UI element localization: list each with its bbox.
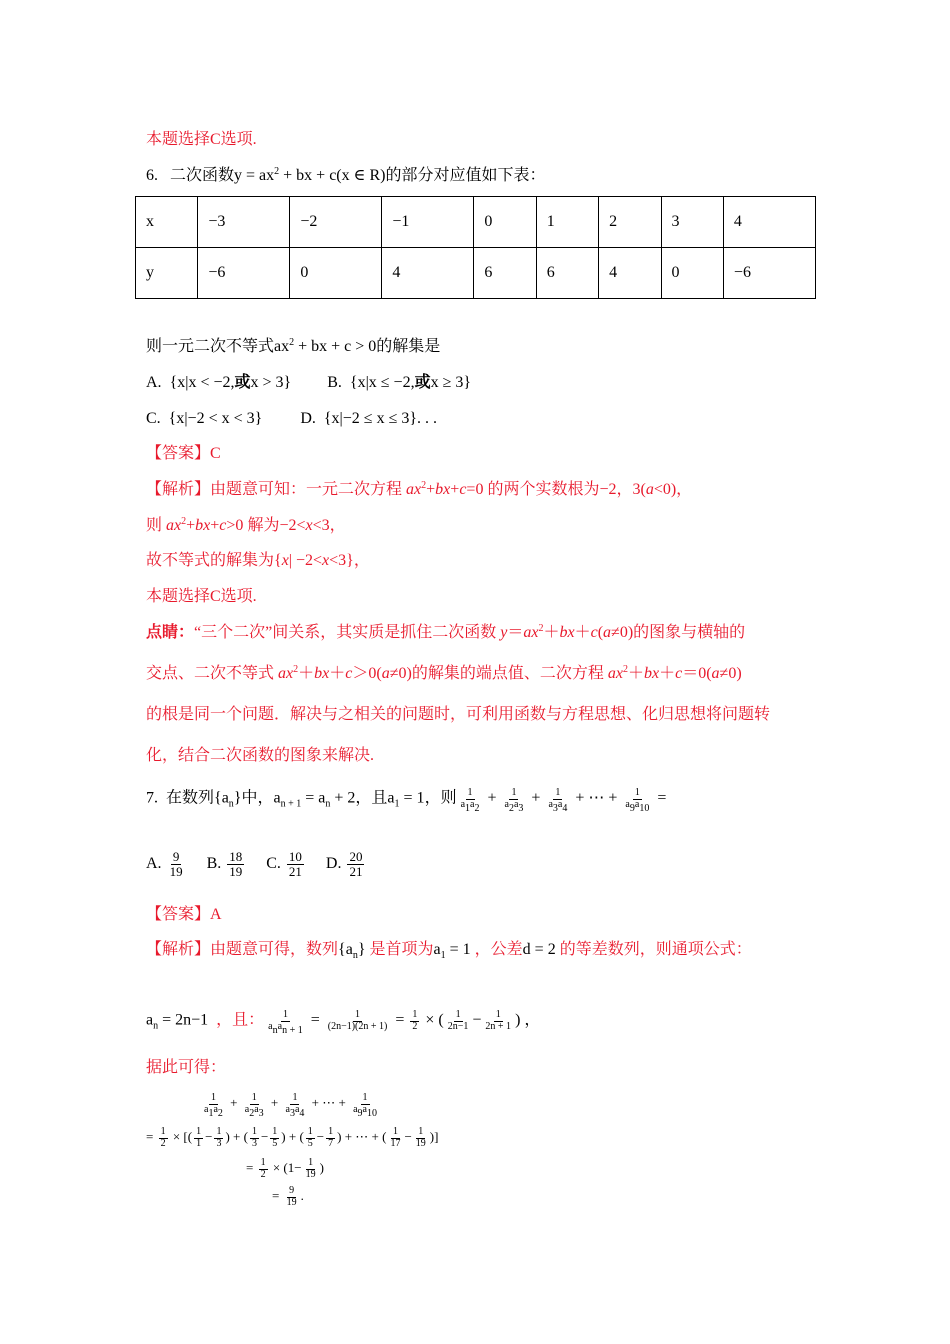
tip-text: 的图象与横轴的 <box>633 624 746 641</box>
q6-analysis-2: 则 $ax^2+bx+c>0$ 解为−2<x<3， <box>146 516 346 534</box>
q6-tip-2 <box>146 664 742 683</box>
option-label: C. <box>146 410 161 427</box>
numerator: 18 <box>229 849 243 864</box>
table-row-x <box>136 197 816 248</box>
table-cell: y <box>136 248 198 299</box>
fraction: $\frac{9}{19}$ <box>286 1185 297 1208</box>
q7-option-a <box>146 849 187 879</box>
prev-choose-text: 本题选择C选项. <box>146 131 257 148</box>
fraction: $\frac{1}{17}$ <box>390 1126 401 1149</box>
fraction: $\frac{1}{5}$ <box>272 1126 278 1149</box>
q7-option-b <box>206 849 247 879</box>
fraction <box>287 850 304 878</box>
table-cell: 0 <box>661 248 723 299</box>
table-cell: −6 <box>723 248 815 299</box>
q6-options-ab <box>146 373 471 392</box>
fraction: $\frac{1}{5}$ <box>307 1126 313 1149</box>
option-label: C. <box>266 854 281 872</box>
analysis-text: 由题意可知：一元二次方程 <box>210 481 403 498</box>
option-label: B. <box>206 854 222 872</box>
tip-text: 交点、二次不等式 <box>146 665 275 682</box>
analysis-formula: $\{a_n\}$ <box>338 941 366 961</box>
table-cell: 0 <box>290 248 382 299</box>
analysis-formula: $ax^2+bx+c=0$ <box>406 480 484 498</box>
fraction: $\frac{1}{3}$ <box>216 1126 222 1149</box>
fraction: $\frac{1}{19}$ <box>305 1157 316 1180</box>
or-word: 或 <box>234 374 251 391</box>
q6-answer: 【答案】C <box>146 445 221 462</box>
numerator: 20 <box>349 849 363 864</box>
q7-analysis-2: $a_n = 2n-1$ ，且： $\frac{1}{a_na_{n + 1}}$ = $\frac{1}{(2n-1)(2n + 1)}$ = $\frac{1}{2}$ × ( $\frac{1}{2n-1}$ − $\frac{1}{2n + 1}$ ) ， <box>146 1009 541 1036</box>
fraction: $\frac{1}{a_9a_{10}}$ <box>353 1092 377 1119</box>
q7-stem-text: ，则 <box>424 789 457 807</box>
fraction: $\frac{1}{2n-1}$ <box>447 1009 469 1032</box>
tip-text: “三个二次”间关系，其实质是抓住二次函数 <box>194 624 497 641</box>
table-cell: −3 <box>198 197 290 248</box>
tip-formula: $ax^2+bx+c=0(a\ne 0)$ <box>607 664 742 682</box>
table-row-y <box>136 248 816 299</box>
analysis-text: 由题意可得，数列 <box>210 941 339 958</box>
q7-stem-text: 中， <box>241 789 274 807</box>
option-label: D. <box>300 410 316 427</box>
q7-number: 7. <box>146 789 158 807</box>
table-cell: −1 <box>382 197 474 248</box>
q6-stem <box>146 166 545 185</box>
q6-option-d: D. {x|−2 ≤ x ≤ 3}. . . <box>300 410 438 427</box>
option-label: A. <box>146 854 162 872</box>
fraction: $\frac{1}{2n + 1}$ <box>485 1009 512 1032</box>
fraction: $\frac{1}{a_2a_3}$ <box>244 1092 264 1119</box>
table-cell: −6 <box>198 248 290 299</box>
fraction <box>227 850 244 878</box>
tip-text: 的解集的端点值、二次方程 <box>411 665 604 682</box>
analysis-formula: $a_1 = 1$ <box>433 941 471 961</box>
q6-formula: $y = ax^2$ + bx + c(x ∈ R) <box>234 166 386 184</box>
q7-stem-text: 在数列 <box>166 789 215 807</box>
fraction: $\frac{1}{a_3a_4}$ <box>285 1092 305 1119</box>
q6-options-cd <box>146 409 437 428</box>
table-cell: 0 <box>474 197 536 248</box>
analysis-text: 的等差数列，则通项公式： <box>559 941 752 958</box>
q6-analysis-3: 故不等式的解集为{x| −2<x<3}， <box>146 552 370 569</box>
q6-analysis-1: 【解析】由题意可知：一元二次方程 $ax^2+bx+c=0$ 的两个实数根为−2，3(a<0)， <box>146 480 693 498</box>
q7-answer: 【答案】A <box>146 906 222 923</box>
fraction: $\frac{1}{2}$ <box>160 1126 166 1149</box>
fraction: $\frac{1}{7}$ <box>328 1126 334 1149</box>
derivation-line-1: $\frac{1}{a_1a_2}$ + $\frac{1}{a_2a_3}$ + $\frac{1}{a_3a_4}$ + ⋯ + $\frac{1}{a_9a_{10}}$ <box>204 1092 377 1119</box>
q6-tip-1 <box>146 623 745 642</box>
q6-ask <box>146 337 440 356</box>
analysis-text: 解为−2< <box>247 517 306 534</box>
table-cell: 6 <box>474 248 536 299</box>
q7-analysis-1 <box>146 940 752 959</box>
numerator: 10 <box>288 849 302 864</box>
q7-stem-text: ，且 <box>355 789 388 807</box>
table-cell: x <box>136 197 198 248</box>
denominator: 21 <box>349 863 363 879</box>
q6-ask-formula: $ax^2$ + bx + c > 0 <box>274 337 377 355</box>
fraction: $\frac{1}{2}$ <box>260 1157 266 1180</box>
fraction: $\frac{1}{a_9a_{10}}$ <box>625 787 650 814</box>
q7-hence: 据此可得： <box>146 1059 227 1076</box>
fraction: $\frac{1}{a_3a_4}$ <box>548 787 568 814</box>
table-cell: 6 <box>536 248 598 299</box>
q6-option-c: C. {x|−2 < x < 3} <box>146 410 263 427</box>
q6-choose: 本题选择C选项. <box>146 588 257 605</box>
tip-formula: $y=ax^2+bx+c(a\ne 0)$ <box>500 623 634 641</box>
analysis-text: ，且： <box>216 1011 265 1029</box>
denominator: 19 <box>169 863 183 879</box>
analysis-label: 【解析】 <box>146 941 211 958</box>
fraction <box>347 850 364 878</box>
q6-option-a: A. {x|x < −2,或x > 3} <box>146 374 292 391</box>
table-cell: 4 <box>382 248 474 299</box>
fraction: $\frac{1}{a_1a_2}$ <box>460 787 480 814</box>
analysis-text: ，公差 <box>474 941 523 958</box>
tip-label: 点睛： <box>146 624 195 641</box>
q7-option-c <box>266 849 306 879</box>
table-cell: 3 <box>661 197 723 248</box>
q7-option-d <box>325 849 367 879</box>
tip-formula: $ax^2+bx+c>0(a\ne 0)$ <box>278 664 412 682</box>
q7-options <box>146 850 366 878</box>
numerator: 9 <box>172 849 180 864</box>
fraction: $\frac{1}{19}$ <box>415 1126 426 1149</box>
fraction: $\frac{1}{a_2a_3}$ <box>504 787 524 814</box>
denominator: 19 <box>229 863 243 879</box>
fraction: $\frac{1}{3}$ <box>251 1126 257 1149</box>
analysis-label: 【解析】 <box>146 481 211 498</box>
fraction: $\frac{1}{(2n-1)(2n + 1)}$ <box>327 1009 388 1032</box>
fraction: $\frac{1}{2}$ <box>412 1009 418 1032</box>
q7-stem: 7. 在数列$\{a_n\}$中，$a_{n + 1} = a_n + 2$，且$a_1 = 1$，则 $\frac{1}{a_1a_2}$ + $\frac{1}{a_2a_3}$ + $\frac{1}{a_3a_4}$ + ⋯ + $\frac{1}{a_9a_{10}}$ = <box>146 787 667 814</box>
denominator: 21 <box>288 863 302 879</box>
fraction: $\frac{1}{a_1a_2}$ <box>204 1092 223 1119</box>
analysis-formula: d = 2 <box>522 941 556 958</box>
q6-ask-post: 的解集是 <box>376 338 441 355</box>
table-cell: 4 <box>599 248 661 299</box>
analysis-text: 是首项为 <box>369 941 434 958</box>
option-label: A. <box>146 374 162 391</box>
analysis-text: 的两个实数根为−2，3( <box>487 481 646 498</box>
q6-ask-pre: 则一元二次不等式 <box>146 338 275 355</box>
fraction <box>168 850 185 878</box>
table-cell: −2 <box>290 197 382 248</box>
table-cell: 2 <box>599 197 661 248</box>
analysis-text: 故不等式的解集为{ <box>146 552 282 569</box>
derivation-line-3: = $\frac{1}{2}$ × (1− $\frac{1}{19}$ ) <box>246 1157 324 1180</box>
derivation-line-4: = $\frac{9}{19}$ . <box>272 1185 304 1208</box>
q6-tip-4: 化，结合二次函数的图象来解决. <box>146 747 375 764</box>
fraction: $\frac{1}{a_na_{n + 1}}$ <box>268 1009 303 1036</box>
q6-stem-pre: 二次函数 <box>170 167 235 184</box>
analysis-formula: $ax^2+bx+c>0$ <box>166 516 244 534</box>
option-label: B. <box>327 374 342 391</box>
q6-option-b: B. {x|x ≤ −2,或x ≥ 3} <box>327 374 472 391</box>
q6-number: 6. <box>146 167 158 184</box>
analysis-text: 则 <box>146 517 163 534</box>
q6-tip-3: 的根是同一个问题．解决与之相关的问题时，可利用函数与方程思想、化归思想将问题转 <box>146 706 771 723</box>
q6-value-table <box>135 196 816 299</box>
fraction: $\frac{1}{1}$ <box>196 1126 202 1149</box>
option-label: D. <box>325 854 342 872</box>
table-cell: 1 <box>536 197 598 248</box>
q6-stem-post: 的部分对应值如下表： <box>385 167 546 184</box>
derivation-line-2: = $\frac{1}{2}$ × [( $\frac{1}{1}$ − $\frac{1}{3}$ ) + ( $\frac{1}{3}$ − $\frac{1}{5}$ ) + ( $\frac{1}{5}$ − $\frac{1}{7}$ ) + ⋯ + ( $\frac{1}{17}$ − $\frac{1}{19}$ )] <box>146 1126 439 1149</box>
or-word: 或 <box>414 374 431 391</box>
table-cell: 4 <box>723 197 815 248</box>
